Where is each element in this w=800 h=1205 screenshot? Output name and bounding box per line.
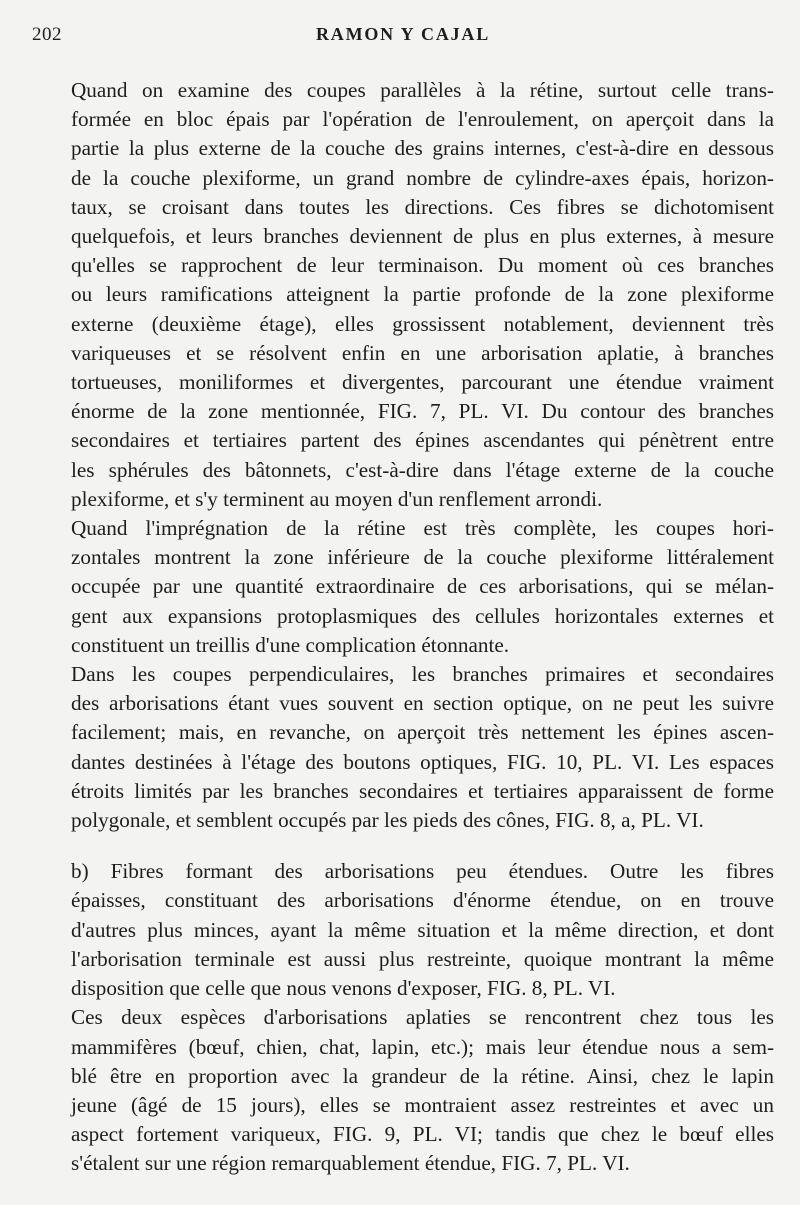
text-line: secondaires et tertiaires partent des épines ascendantes qui pénètrent entre <box>71 428 774 453</box>
text-line: mammifères (bœuf, chien, chat, lapin, etc.); mais leur étendue nous a sem- <box>71 1034 774 1059</box>
paragraph-5 <box>32 1003 774 1178</box>
running-title: RAMON Y CAJAL <box>315 24 491 44</box>
text-line: tortueuses, moniliformes et divergentes, parcourant une étendue vraiment <box>71 370 774 395</box>
text-line: qu'elles se rapprochent de leur terminaison. Du moment où ces branches <box>71 253 774 278</box>
text-line: formée en bloc épais par l'opération de l'enroulement, on aperçoit dans la <box>71 107 774 132</box>
text-line: variqueuses et se résolvent enfin en une arborisation aplatie, à branches <box>71 340 774 365</box>
text-line: partie la plus externe de la couche des grains internes, c'est-à-dire en dessous <box>71 136 774 161</box>
text-line: ou leurs ramifications atteignent la partie profonde de la zone plexiforme <box>71 282 774 307</box>
page-number: 202 <box>32 24 62 45</box>
text-line: épaisses, constituant des arborisations d'énorme étendue, on en trouve <box>71 888 774 913</box>
text-line: quelquefois, et leurs branches deviennent de plus en plus externes, à mesure <box>71 224 774 249</box>
text-line: plexiforme, et s'y terminent au moyen d'un renflement arrondi. <box>71 486 603 511</box>
text-line: de la couche plexiforme, un grand nombre de cylindre-axes épais, horizon- <box>71 165 774 190</box>
text-line: Quand on examine des coupes parallèles à la rétine, surtout celle trans- <box>71 78 774 102</box>
text-line: dantes destinées à l'étage des boutons optiques, FIG. 10, PL. VI. Les espaces <box>71 749 774 774</box>
paragraph-3 <box>32 660 774 835</box>
text-line: Quand l'imprégnation de la rétine est très complète, les coupes hori- <box>71 516 774 541</box>
text-line: b) Fibres formant des arborisations peu étendues. Outre les fibres <box>71 859 774 884</box>
text-line: constituent un treillis d'une complication étonnante. <box>71 632 510 657</box>
text-line: zontales montrent la zone inférieure de la couche plexiforme littéralement <box>71 545 774 570</box>
text-line: des arborisations étant vues souvent en section optique, on ne peut les suivre <box>71 691 774 716</box>
text-line: blé être en proportion avec la grandeur de la rétine. Ainsi, chez le lapin <box>71 1063 774 1088</box>
text-line: occupée par une quantité extraordinaire de ces arborisations, qui se mélan- <box>71 574 774 599</box>
text-line: les sphérules des bâtonnets, c'est-à-dire dans l'étage externe de la couche <box>71 457 774 482</box>
paragraph-1 <box>32 76 774 514</box>
text-line: Dans les coupes perpendiculaires, les branches primaires et secondaires <box>71 662 774 687</box>
text-line: jeune (âgé de 15 jours), elles se montraient assez restreintes et avec un <box>71 1092 774 1117</box>
body-text <box>32 76 774 1179</box>
text-line: gent aux expansions protoplasmiques des cellules horizontales externes et <box>71 603 774 628</box>
text-line: d'autres plus minces, ayant la même situation et la même direction, et dont <box>71 917 774 942</box>
text-line: taux, se croisant dans toutes les directions. Ces fibres se dichotomisent <box>71 194 774 219</box>
text-line: polygonale, et semblent occupés par les pieds des cônes, FIG. 8, a, PL. VI. <box>71 808 704 833</box>
text-line: énorme de la zone mentionnée, FIG. 7, PL. VI. Du contour des branches <box>71 399 774 424</box>
text-line: l'arborisation terminale est aussi plus restreinte, quoique montrant la même <box>71 946 774 971</box>
text-line: aspect fortement variqueux, FIG. 9, PL. VI; tandis que chez le bœuf elles <box>71 1122 774 1147</box>
text-line: s'étalent sur une région remarquablement étendue, FIG. 7, PL. VI. <box>71 1151 630 1176</box>
paragraph-4 <box>32 857 774 1003</box>
paragraph-2 <box>32 514 774 660</box>
text-line: disposition que celle que nous venons d'exposer, FIG. 8, PL. VI. <box>71 976 616 1001</box>
text-line: étroits limités par les branches secondaires et tertiaires apparaissent de forme <box>71 778 774 803</box>
text-line: facilement; mais, en revanche, on aperçoit très nettement les épines ascen- <box>71 720 774 745</box>
text-line: externe (deuxième étage), elles grossissent notablement, deviennent très <box>71 311 774 336</box>
running-header <box>32 14 774 54</box>
text-line: Ces deux espèces d'arborisations aplaties se rencontrent chez tous les <box>71 1005 774 1030</box>
